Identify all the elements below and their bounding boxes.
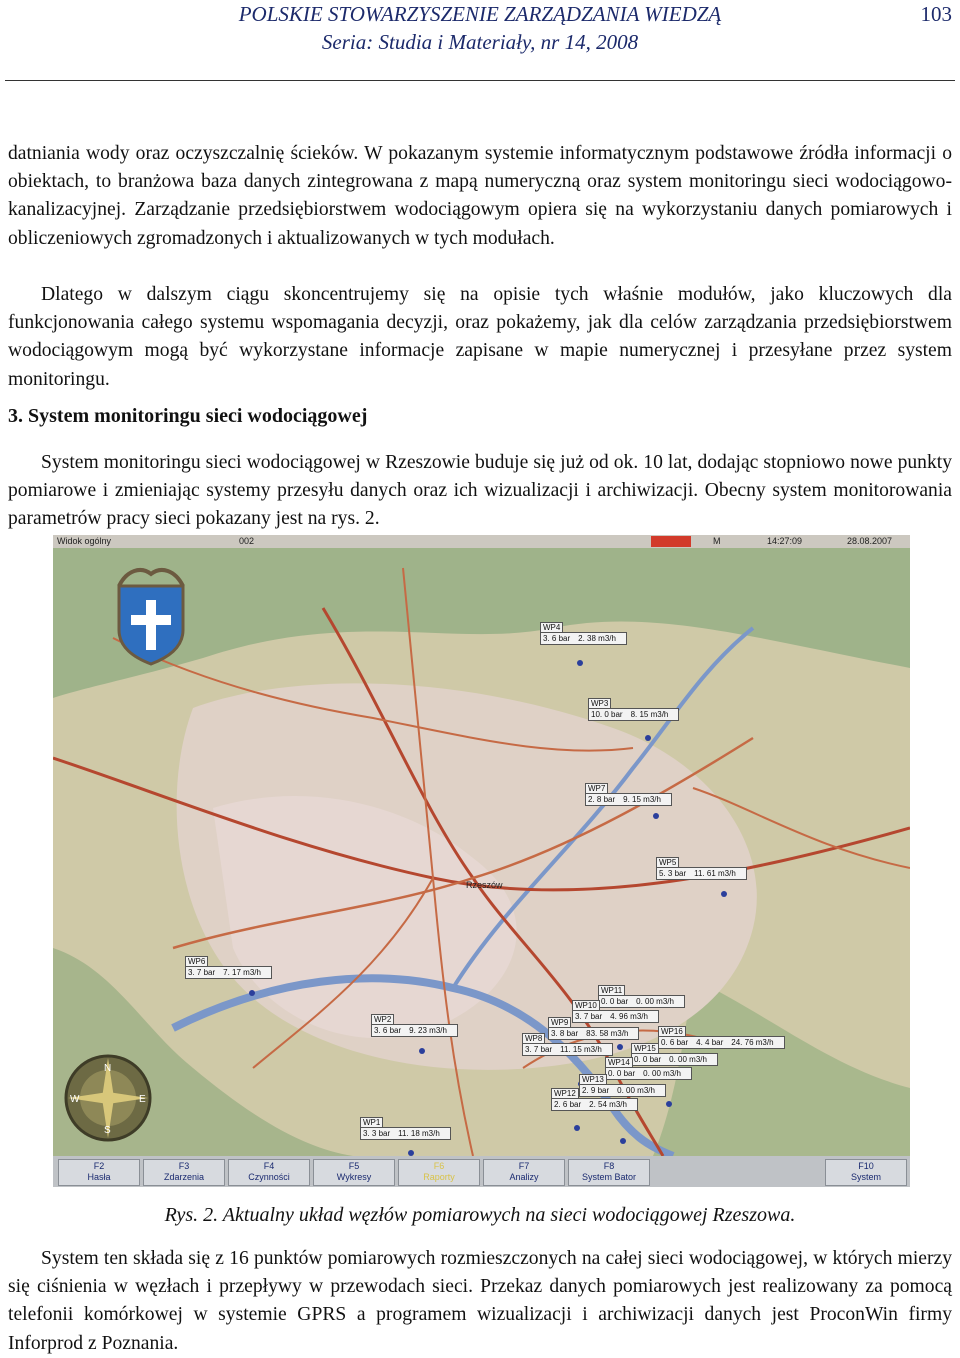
f8-button[interactable]: F8 System Bator: [568, 1159, 650, 1186]
f4-button[interactable]: F4 Czynności: [228, 1159, 310, 1186]
view-code: 002: [239, 536, 255, 546]
f6-button[interactable]: F6 Raporty: [398, 1159, 480, 1186]
paragraph-2: Dlatego w dalszym ciągu skoncentrujemy się na opisie tych właśnie modułów, jako kluczowych dla funkcjonowania całego systemu wspomagania decyzji, oraz pokażemy, jak dla celów zarządzania przedsiębiorstwem wodociągowym mogą być wykorzystane informacje zapisane w mapie numerycznej i przesyłane przez system monitoringu.: [8, 284, 952, 390]
status-bar: [53, 535, 910, 548]
compass-s: S: [104, 1125, 111, 1136]
f3-button[interactable]: F3 Zdarzenia: [143, 1159, 225, 1186]
clock: 14:27:09: [767, 536, 803, 546]
compass-n: N: [104, 1063, 112, 1074]
function-key-bar: [53, 1156, 910, 1187]
journal-title: POLSKIE STOWARZYSZENIE ZARZĄDZANIA WIEDZĄ: [238, 2, 722, 26]
f7-button[interactable]: F7 Analizy: [483, 1159, 565, 1186]
f10-button[interactable]: F10 System: [825, 1159, 907, 1186]
view-name: Widok ogólny: [57, 536, 112, 546]
alarm-indicator[interactable]: [651, 536, 691, 547]
compass-icon[interactable]: [66, 1056, 150, 1140]
series-info: Seria: Studia i Materiały, nr 14, 2008: [321, 30, 639, 54]
figure-caption: Rys. 2. Aktualny układ węzłów pomiarowych na sieci wodociągowej Rzeszowa.: [164, 1204, 796, 1226]
paragraph-4: System ten składa się z 16 punktów pomiarowych rozmieszczonych na całej sieci wodociągowej, w których mierzy się ciśnienia w węzłach i przepływy w przewodach sieci. Przekaz danych pomiarowych jest realizowany za pomocą telefonii komórkowej w systemie GPRS a programem wizualizacji i archiwizacji danych jest ProconWin firmy Inforprod z Poznania.: [8, 1248, 952, 1354]
compass-e: E: [139, 1094, 146, 1105]
header-rule: [5, 80, 955, 81]
section-heading: 3. System monitoringu sieci wodociągowej: [8, 405, 368, 427]
monitoring-screenshot: Widok ogólny 002 M 14:27:09 28.08.2007 N E S W Rzeszów WP4 3. 6 bar 2. 38 m3/h WP3 10. 0 bar 8. 15 m3/h WP7 2. 8 bar 9. 15 m3/h WP5 5. 3 bar 11. 61 m3/h WP6 3. 7 bar 7. 17 m3/h WP11 0. 0 bar 0. 00 m3/h WP10 3. 7 bar 4. 96 m3/h WP2 3. 6 bar 9. 23 m3/h WP9 3. 8 bar 83. 58 m3/h WP16 0. 6 bar 4. 4 bar 24. 76 m3/h WP8 3. 7 bar 11. 15 m3/h WP15 0. 0 bar 0. 00 m3/h WP14 0. 0 bar 0. 00 m3/h WP13 2. 9 bar 0. 00 m3/h WP12 2. 6 bar 2. 54 m3/h WP1 3. 3 bar 11. 18 m3/h F2 Hasła F3 Zdarzenia F4 Czynności F5 Wykresy F6 Raporty F7 Analizy F8 System Bator F10 System: [53, 535, 910, 1187]
date: 28.08.2007: [847, 536, 893, 546]
city-map: [53, 548, 910, 1156]
city-label: Rzeszów: [466, 880, 503, 890]
page-header: [0, 0, 960, 82]
compass-w: W: [70, 1094, 80, 1105]
page-number: 103: [920, 2, 952, 26]
f2-button[interactable]: F2 Hasła: [58, 1159, 140, 1186]
paragraph-3: System monitoringu sieci wodociągowej w Rzeszowie buduje się już od ok. 10 lat, dodając stopniowo nowe punkty pomiarowe i zmieniając systemy przesyłu danych oraz ich wizualizacji i archiwizacji. Obecny system monitorowania parametrów pracy sieci pokazany jest na rys. 2.: [8, 452, 952, 530]
f5-button[interactable]: F5 Wykresy: [313, 1159, 395, 1186]
paragraph-1: datniania wody oraz oczyszczalnię ścieków. W pokazanym systemie informatycznym podstawowe źródła informacji o obiektach, to branżowa baza danych zintegrowana z mapą numeryczną oraz system monitoringu sieci wodociągowo-kanalizacyjnej. Zarządzanie przedsiębiorstwem wodociągowym opiera się na wykorzystaniu danych pomiarowych i obliczeniowych zgromadzonych i aktualizowanych w tych modułach.: [8, 143, 952, 249]
mode-indicator: M: [713, 536, 721, 546]
